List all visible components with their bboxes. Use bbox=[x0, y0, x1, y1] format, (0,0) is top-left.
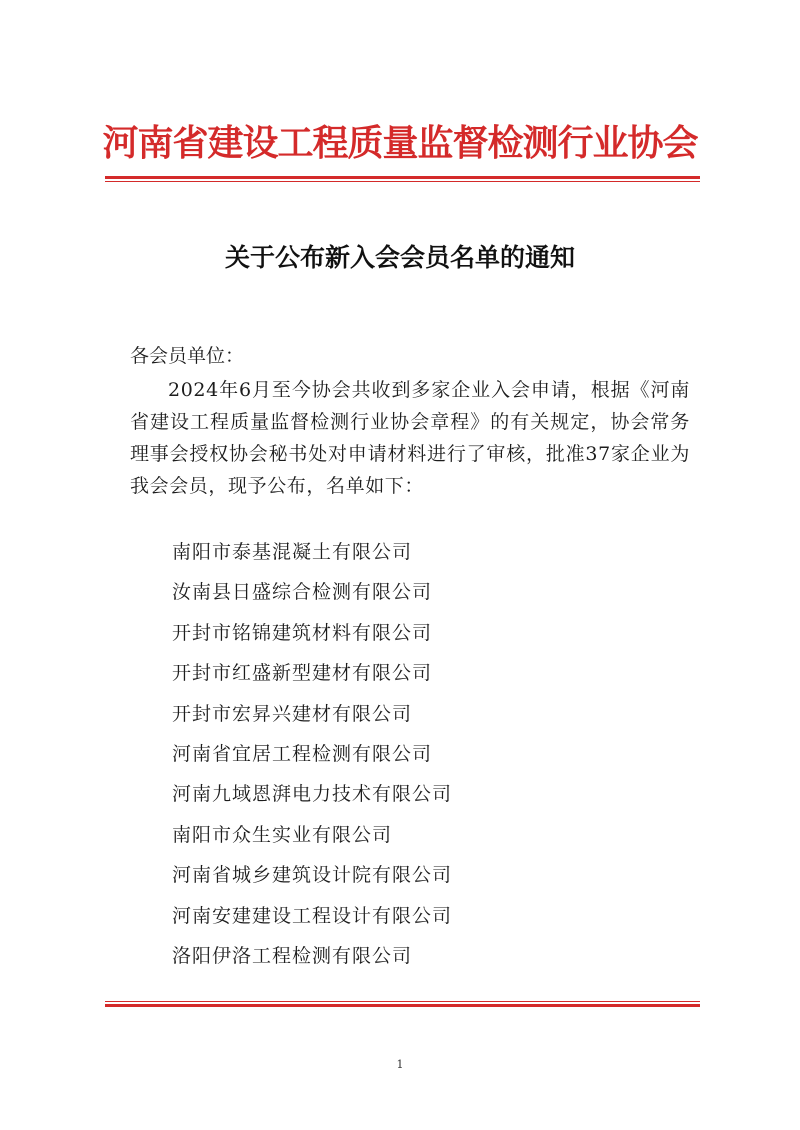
member-item: 南阳市众生实业有限公司 bbox=[172, 823, 393, 846]
footer-divider bbox=[105, 1001, 700, 1007]
member-item: 河南省城乡建筑设计院有限公司 bbox=[172, 864, 453, 887]
member-item: 洛阳伊洛工程检测有限公司 bbox=[172, 944, 413, 967]
member-item: 汝南县日盛综合检测有限公司 bbox=[172, 581, 433, 604]
salutation: 各会员单位： bbox=[130, 345, 245, 367]
letterhead-title: 河南省建设工程质量监督检测行业协会 bbox=[102, 122, 698, 164]
member-item: 河南安建建设工程设计有限公司 bbox=[172, 904, 453, 927]
page-number: 1 bbox=[396, 1058, 404, 1071]
member-item: 南阳市泰基混凝土有限公司 bbox=[172, 541, 413, 563]
member-item: 开封市红盛新型建材有限公司 bbox=[172, 662, 433, 685]
member-item: 开封市宏昇兴建材有限公司 bbox=[172, 702, 413, 725]
notice-paragraph: 2024年6月至今协会共收到多家企业入会申请，根据《河南省建设工程质量监督检测行业协会章程》的有关规定，协会常务理事会授权协会秘书处对申请材料进行了审核，批准37家企业为我会会员，现予公布，名单如下： bbox=[130, 379, 690, 497]
member-item: 河南省宜居工程检测有限公司 bbox=[172, 742, 433, 765]
letterhead-divider bbox=[105, 176, 700, 182]
member-list bbox=[172, 536, 452, 980]
notice-title: 关于公布新入会会员名单的通知 bbox=[224, 243, 575, 272]
member-item: 河南九域恩湃电力技术有限公司 bbox=[172, 783, 453, 806]
member-item: 开封市铭锦建筑材料有限公司 bbox=[172, 621, 433, 644]
